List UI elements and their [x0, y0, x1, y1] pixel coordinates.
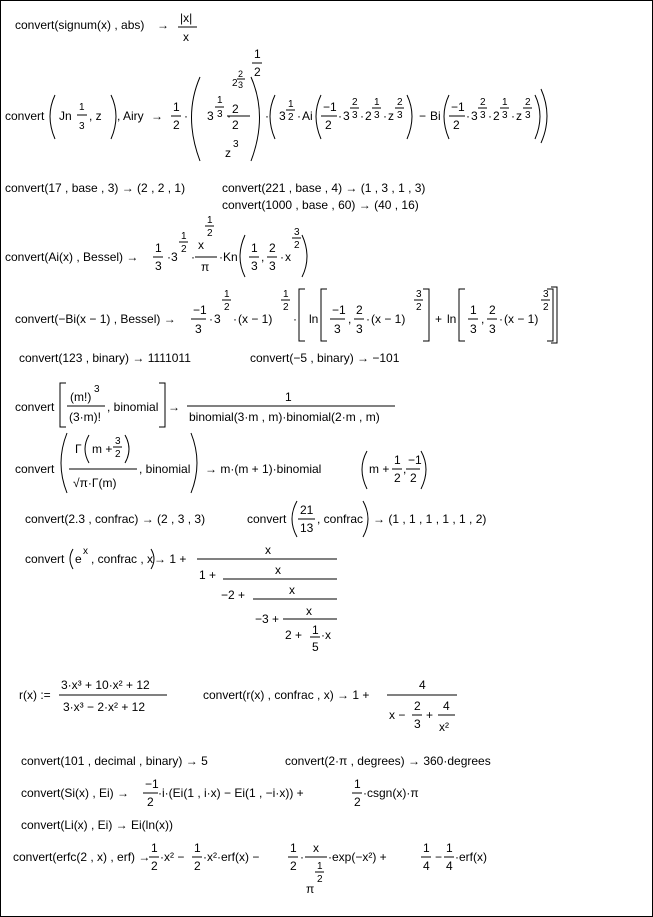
svg-text:π: π: [306, 882, 315, 896]
svg-text:1: 1: [181, 231, 187, 242]
svg-text:2: 2: [290, 859, 297, 873]
eq-r-definition: [19, 675, 179, 719]
svg-text:3: 3: [195, 322, 202, 336]
svg-text:3·x³ − 2·x² + 12: 3·x³ − 2·x² + 12: [63, 700, 146, 714]
eq-confrac-23: convert(2.3 , confrac) → (2 , 3 , 3): [25, 512, 206, 526]
svg-text:1: 1: [446, 841, 453, 855]
svg-text:2: 2: [352, 97, 358, 108]
svg-text:3: 3: [279, 109, 286, 123]
airy-opt: , Airy: [117, 109, 144, 123]
svg-text:x −: x −: [389, 708, 406, 722]
svg-text:2: 2: [317, 874, 323, 885]
svg-text:2: 2: [480, 97, 486, 108]
svg-text:x: x: [313, 841, 319, 855]
svg-text:·x²·erf(x) −: ·x²·erf(x) −: [203, 850, 260, 864]
svg-text:x: x: [289, 583, 295, 597]
eq-r-confrac: [203, 675, 463, 739]
svg-text:ln: ln: [309, 312, 319, 326]
eq-bi-bessel: [15, 283, 575, 345]
airy-arg-z: , z: [89, 109, 102, 123]
svg-text:3: 3: [217, 109, 223, 120]
svg-text:x: x: [198, 238, 204, 252]
svg-text:,: ,: [403, 462, 407, 476]
svg-text:·: ·: [167, 250, 171, 264]
svg-text:+: +: [435, 312, 443, 326]
svg-text:1: 1: [312, 623, 319, 637]
svg-text:−2 +: −2 +: [221, 588, 246, 602]
svg-text:3: 3: [480, 110, 486, 121]
svg-text:·: ·: [511, 109, 515, 123]
svg-text:1: 1: [151, 841, 158, 855]
bessel-bi-lhs: convert(−Bi(x − 1) , Bessel) →: [15, 312, 176, 326]
svg-text:x: x: [306, 604, 312, 618]
eq-decimal: convert(101 , decimal , binary) → 5: [21, 754, 208, 768]
svg-text:z: z: [516, 109, 522, 123]
svg-text:convert: convert: [15, 400, 55, 414]
svg-text:·: ·: [383, 109, 387, 123]
eq-base-1000: convert(1000 , base , 60) → (40 , 16): [222, 198, 419, 212]
svg-text:2: 2: [232, 118, 239, 132]
svg-text:3: 3: [397, 110, 403, 121]
svg-text:·erf(x): ·erf(x): [455, 850, 487, 864]
svg-text:(m!): (m!): [70, 390, 92, 404]
svg-text:2: 2: [194, 859, 201, 873]
svg-text:2: 2: [283, 302, 289, 313]
svg-text:4: 4: [419, 678, 426, 692]
svg-text:(x − 1): (x − 1): [504, 312, 539, 326]
svg-text:1 +: 1 +: [199, 568, 217, 582]
svg-text:1: 1: [317, 861, 323, 872]
svg-text:ln: ln: [447, 312, 457, 326]
eq-base-17: convert(17 , base , 3) → (2 , 2 , 1): [5, 181, 186, 195]
svg-text:·x² −: ·x² −: [160, 850, 185, 864]
bessel-ai-lhs: convert(Ai(x) , Bessel) →: [5, 250, 139, 264]
svg-text:3: 3: [115, 436, 121, 447]
svg-text:·: ·: [300, 850, 304, 864]
svg-text:2: 2: [181, 244, 187, 255]
svg-text:1: 1: [290, 841, 297, 855]
svg-text:Γ: Γ: [75, 442, 82, 456]
svg-text:convert(erfc(2 , x) , erf) →: convert(erfc(2 , x) , erf) →: [13, 850, 151, 864]
svg-text:3: 3: [470, 322, 477, 336]
svg-text:1: 1: [155, 241, 162, 255]
svg-text:1: 1: [254, 47, 261, 61]
svg-text:·x: ·x: [321, 628, 331, 642]
signum-num: |x|: [180, 11, 193, 25]
svg-text:3: 3: [502, 110, 508, 121]
svg-text:√π·Γ(m): √π·Γ(m): [73, 476, 117, 490]
svg-text:3: 3: [155, 259, 162, 273]
airy-arrow: →: [151, 109, 163, 123]
svg-text:3: 3: [343, 109, 350, 123]
svg-text:21: 21: [300, 503, 314, 517]
svg-text:3: 3: [356, 322, 363, 336]
svg-text:1: 1: [217, 95, 223, 106]
svg-text:→ 1 +: → 1 +: [154, 552, 187, 566]
signum-lhs: convert(signum(x) , abs): [15, 18, 145, 32]
svg-text:2: 2: [224, 302, 230, 313]
svg-text:·: ·: [280, 250, 284, 264]
svg-text:3: 3: [471, 109, 478, 123]
svg-text:3: 3: [416, 289, 422, 300]
svg-text:z: z: [388, 109, 394, 123]
eq-binomial-2: [15, 429, 435, 499]
svg-text:·: ·: [488, 109, 492, 123]
svg-text:r(x) :=: r(x) :=: [19, 688, 51, 702]
eq-binomial-1: [15, 379, 415, 431]
svg-text:3: 3: [525, 110, 531, 121]
svg-text:−3 +: −3 +: [255, 612, 280, 626]
svg-text:1: 1: [470, 303, 477, 317]
svg-text:4: 4: [423, 859, 430, 873]
airy-big-paren-right: [251, 77, 260, 161]
eq-degrees: convert(2·π , degrees) → 360·degrees: [285, 754, 491, 768]
eq-li-ei: convert(Li(x) , Ei) → Ei(ln(x)): [21, 818, 174, 832]
eq-si-ei: [21, 775, 421, 815]
svg-text:2: 2: [354, 795, 361, 809]
svg-text:−1: −1: [408, 453, 422, 467]
svg-text:e: e: [75, 552, 82, 566]
svg-text:, binomial: , binomial: [139, 462, 191, 476]
svg-text:3: 3: [543, 289, 549, 300]
svg-text:·: ·: [499, 312, 503, 326]
svg-text:2: 2: [207, 228, 213, 239]
svg-text:3: 3: [207, 109, 214, 123]
svg-text:2: 2: [525, 97, 531, 108]
svg-text:−1: −1: [193, 303, 207, 317]
svg-text:z: z: [225, 146, 231, 160]
svg-text:·: ·: [293, 312, 297, 326]
svg-text:3: 3: [374, 110, 380, 121]
svg-text:x: x: [285, 250, 291, 264]
svg-text:→ m·(m + 1)·binomial: → m·(m + 1)·binomial: [205, 462, 322, 476]
svg-text:·: ·: [227, 109, 231, 123]
svg-text:·i·(Ei(1 , i·x) − Ei(1 , −i·x): ·i·(Ei(1 , i·x) − Ei(1 , −i·x)) +: [158, 786, 304, 800]
svg-text:3: 3: [294, 227, 300, 238]
svg-text:2: 2: [365, 109, 372, 123]
svg-text:·: ·: [366, 312, 370, 326]
svg-text:1: 1: [224, 289, 230, 300]
svg-text:2: 2: [269, 241, 276, 255]
eq-confrac-exp: [25, 539, 355, 659]
signum-den: x: [183, 30, 189, 44]
svg-text:,: ,: [481, 312, 485, 326]
svg-text:2: 2: [115, 449, 121, 460]
svg-text:−1: −1: [451, 100, 465, 114]
svg-text:1: 1: [423, 841, 430, 855]
svg-text:x: x: [83, 546, 88, 557]
svg-text:3: 3: [334, 322, 341, 336]
svg-text:binomial(3·m , m)·binomial(2·m: binomial(3·m , m)·binomial(2·m , m): [189, 410, 380, 424]
signum-arrow: →: [157, 18, 169, 32]
eq-binary-m5: convert(−5 , binary) → −101: [250, 351, 400, 365]
svg-text:2: 2: [416, 302, 422, 313]
svg-text:convert: convert: [25, 552, 65, 566]
svg-text:3: 3: [269, 259, 276, 273]
eq-base-221: convert(221 , base , 4) → (1 , 3 , 1 , 3): [222, 181, 426, 195]
svg-text:1: 1: [207, 215, 213, 226]
svg-text:·: ·: [360, 109, 364, 123]
svg-text:convert(Si(x) , Ei) →: convert(Si(x) , Ei) →: [21, 786, 130, 800]
svg-text:(x − 1): (x − 1): [238, 312, 273, 326]
svg-text:m +: m +: [369, 462, 390, 476]
svg-text:3·x³ + 10·x² + 12: 3·x³ + 10·x² + 12: [61, 678, 150, 692]
airy-arg-num: 1: [79, 102, 85, 113]
svg-text:→ (1 , 1 , 1 , 1 , 1 , 2): → (1 , 1 , 1 , 1 , 1 , 2): [373, 512, 487, 526]
svg-text:−1: −1: [145, 777, 159, 791]
svg-text:3: 3: [352, 110, 358, 121]
svg-text:3: 3: [251, 259, 258, 273]
svg-text:2: 2: [493, 109, 500, 123]
airy-big-paren-left: [192, 77, 201, 161]
svg-text:convert: convert: [247, 512, 287, 526]
svg-text:2: 2: [151, 859, 158, 873]
svg-text:2: 2: [394, 471, 401, 485]
svg-text:+: +: [426, 708, 434, 722]
svg-text:4: 4: [443, 699, 450, 713]
svg-text:1: 1: [374, 97, 380, 108]
svg-text:2: 2: [288, 112, 294, 123]
svg-text:·csgn(x)·π: ·csgn(x)·π: [363, 786, 419, 800]
svg-text:−: −: [419, 109, 427, 123]
svg-text:2: 2: [147, 795, 154, 809]
svg-text:·: ·: [209, 312, 213, 326]
svg-text:, confrac: , confrac: [317, 512, 364, 526]
svg-text:x: x: [275, 563, 281, 577]
svg-text:·: ·: [297, 109, 301, 123]
airy-bi: Bi: [430, 109, 441, 123]
svg-text:x²: x²: [439, 720, 449, 734]
svg-text:2: 2: [453, 118, 460, 132]
svg-text:2: 2: [397, 97, 403, 108]
svg-text:5: 5: [312, 640, 319, 654]
bessel-kn: Kn: [223, 250, 238, 264]
svg-text:3: 3: [94, 384, 100, 395]
airy-paren-left: [50, 95, 55, 139]
svg-text:·: ·: [338, 109, 342, 123]
svg-text:·: ·: [184, 109, 188, 123]
svg-text:(x − 1): (x − 1): [371, 312, 406, 326]
svg-text:1: 1: [283, 289, 289, 300]
svg-text:,: ,: [348, 312, 352, 326]
svg-text:4: 4: [446, 859, 453, 873]
svg-text:3: 3: [238, 80, 244, 90]
svg-text:·: ·: [265, 109, 269, 123]
svg-text:convert(r(x) , confrac , x) →: convert(r(x) , confrac , x) → 1 +: [203, 688, 370, 702]
svg-text:3: 3: [214, 312, 221, 326]
svg-text:1: 1: [502, 97, 508, 108]
svg-text:−1: −1: [332, 303, 346, 317]
svg-text:2: 2: [232, 78, 238, 89]
svg-text:→: →: [168, 400, 180, 414]
eq-ai-bessel: [5, 213, 325, 279]
svg-text:(3·m)!: (3·m)!: [69, 410, 101, 424]
eq-jn-airy: [5, 43, 565, 168]
svg-text:2: 2: [356, 303, 363, 317]
svg-text:·: ·: [219, 250, 223, 264]
svg-text:x: x: [265, 543, 271, 557]
airy-arg-den: 3: [79, 121, 85, 132]
svg-text:−1: −1: [323, 100, 337, 114]
airy-lhs: convert: [5, 109, 45, 123]
svg-text:·exp(−x²) +: ·exp(−x²) +: [328, 850, 387, 864]
airy-ai: Ai: [302, 109, 313, 123]
eq-confrac-21-13: [247, 497, 497, 541]
svg-text:, binomial: , binomial: [107, 400, 159, 414]
svg-text:13: 13: [300, 521, 314, 535]
svg-text:2: 2: [294, 240, 300, 251]
svg-text:1: 1: [251, 241, 258, 255]
svg-text:1: 1: [354, 777, 361, 791]
airy-jn: Jn: [59, 109, 72, 123]
airy-half-den: 2: [173, 118, 180, 132]
svg-text:1: 1: [288, 99, 294, 110]
svg-text:, confrac , x: , confrac , x: [91, 552, 154, 566]
svg-text:−: −: [435, 850, 443, 864]
svg-text:2: 2: [410, 471, 417, 485]
svg-text:·: ·: [191, 250, 195, 264]
svg-text:1: 1: [394, 453, 401, 467]
svg-text:1: 1: [194, 841, 201, 855]
svg-text:2: 2: [325, 118, 332, 132]
svg-text:3: 3: [233, 139, 239, 150]
svg-text:2: 2: [238, 69, 244, 79]
svg-text:2: 2: [543, 302, 549, 313]
svg-text:,: ,: [261, 250, 265, 264]
svg-text:2: 2: [489, 303, 496, 317]
airy-half-num: 1: [173, 100, 180, 114]
eq-erfc-erf: [13, 839, 487, 905]
eq-binary-123: convert(123 , binary) → 1111011: [19, 351, 191, 365]
svg-text:π: π: [201, 260, 210, 274]
svg-text:2: 2: [414, 699, 421, 713]
svg-text:3: 3: [414, 717, 421, 731]
svg-text:1: 1: [285, 390, 292, 404]
svg-text:2 +: 2 +: [285, 628, 303, 642]
svg-text:·: ·: [233, 312, 237, 326]
svg-text:2: 2: [254, 65, 261, 79]
svg-text:convert: convert: [15, 462, 55, 476]
svg-text:2: 2: [232, 102, 239, 116]
svg-text:m +: m +: [92, 442, 113, 456]
svg-text:·: ·: [466, 109, 470, 123]
svg-text:3: 3: [171, 250, 178, 264]
svg-text:3: 3: [489, 322, 496, 336]
